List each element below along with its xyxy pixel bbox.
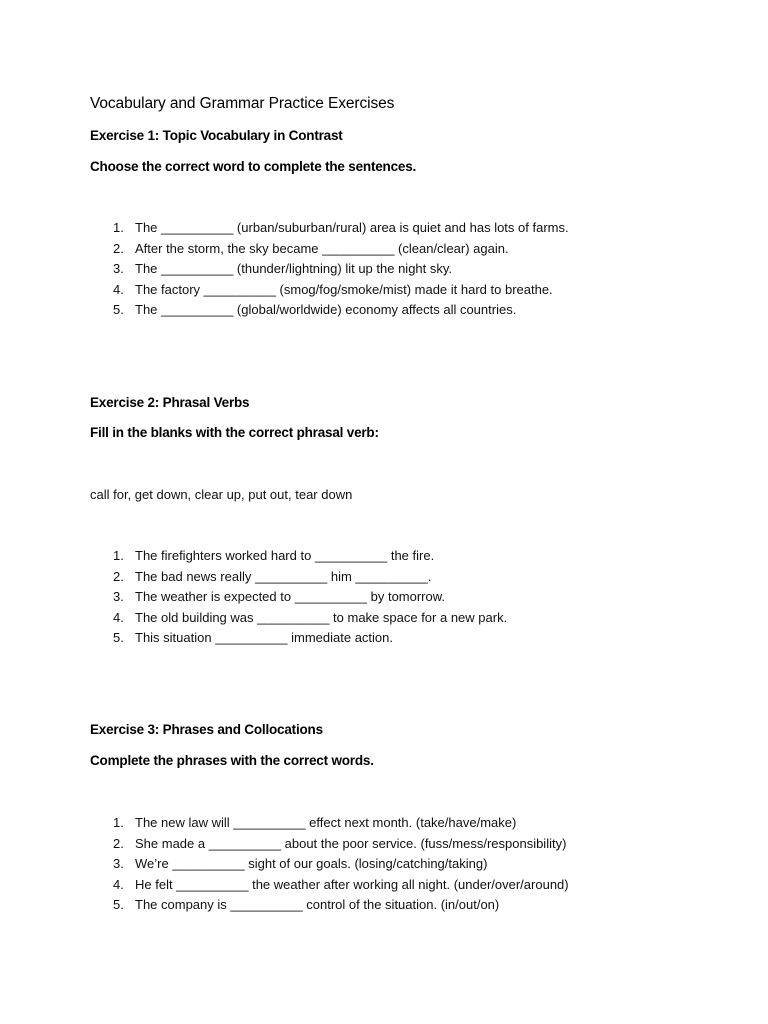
exercise-2-instruction: Fill in the blanks with the correct phrasal verb: — [90, 425, 379, 440]
item-number: 2. — [113, 568, 124, 584]
item-number: 4. — [113, 876, 124, 892]
item-text: The company is __________ control of the situation. (in/out/on) — [135, 897, 500, 912]
item-text: The bad news really __________ him __________. — [135, 568, 432, 584]
item-number: 1. — [113, 220, 124, 235]
item-number: 1. — [113, 815, 124, 830]
item-number: 5. — [113, 897, 124, 912]
item-text: He felt __________ the weather after working all night. (under/over/around) — [135, 876, 569, 892]
item-text: The __________ (thunder/lightning) lit up the night sky. — [135, 261, 453, 276]
document-title: Vocabulary and Grammar Practice Exercises — [90, 95, 395, 112]
exercise-1-heading: Exercise 1: Topic Vocabulary in Contrast — [90, 128, 343, 143]
item-number: 4. — [113, 609, 124, 625]
item-number: 5. — [113, 302, 124, 317]
item-text: The __________ (urban/suburban/rural) area is quiet and has lots of farms. — [135, 220, 569, 235]
item-number: 4. — [113, 281, 124, 297]
item-number: 2. — [113, 240, 124, 256]
item-text: She made a __________ about the poor service. (fuss/mess/responsibility) — [135, 835, 567, 851]
item-text: The factory __________ (smog/fog/smoke/mist) made it hard to breathe. — [135, 281, 553, 297]
item-text: The __________ (global/worldwide) economy affects all countries. — [135, 302, 517, 317]
item-number: 3. — [113, 856, 124, 871]
item-text: The weather is expected to __________ by tomorrow. — [135, 589, 446, 604]
item-text: The new law will __________ effect next month. (take/have/make) — [135, 815, 517, 830]
item-text: We’re __________ sight of our goals. (losing/catching/taking) — [135, 856, 488, 871]
exercise-2-word-bank: call for, get down, clear up, put out, tear down — [90, 487, 353, 502]
item-number: 1. — [113, 548, 124, 563]
item-number: 3. — [113, 589, 124, 604]
item-text: After the storm, the sky became __________ (clean/clear) again. — [135, 240, 509, 256]
exercise-3-heading: Exercise 3: Phrases and Collocations — [90, 722, 323, 737]
item-text: This situation __________ immediate action. — [135, 630, 393, 645]
item-text: The firefighters worked hard to __________ the fire. — [135, 548, 435, 563]
item-text: The old building was __________ to make space for a new park. — [135, 609, 508, 625]
exercise-2-heading: Exercise 2: Phrasal Verbs — [90, 395, 250, 410]
item-number: 2. — [113, 835, 124, 851]
item-number: 3. — [113, 261, 124, 276]
exercise-1-instruction: Choose the correct word to complete the sentences. — [90, 159, 417, 174]
exercise-3-instruction: Complete the phrases with the correct words. — [90, 753, 374, 768]
item-number: 5. — [113, 630, 124, 645]
